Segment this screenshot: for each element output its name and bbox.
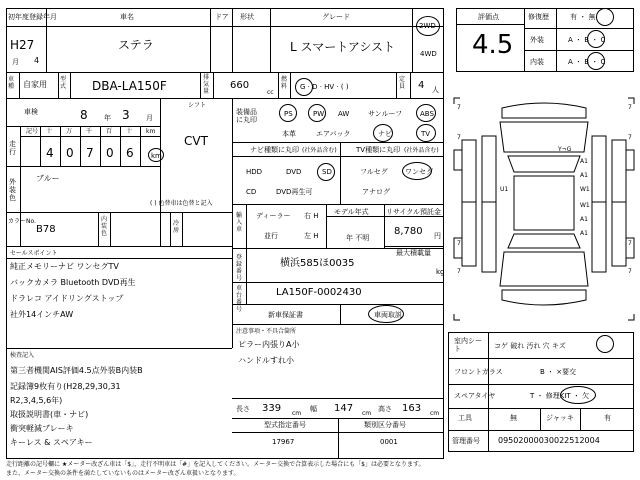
import-parallel: 並行: [264, 232, 278, 240]
diagram-label-4: 7: [628, 134, 632, 141]
color-code-label: カラーNo.: [8, 218, 36, 225]
grade-value: L スマートアシスト: [290, 40, 396, 54]
class-no-label: 類別区分番号: [364, 421, 406, 429]
inspection-month-unit: 月: [146, 114, 153, 122]
cc-unit: cc: [267, 89, 274, 96]
height-label: 高さ: [378, 405, 392, 413]
ac-label: 冷房: [173, 220, 180, 234]
reg-year: H27: [10, 38, 35, 52]
reg-month: 4: [34, 56, 40, 65]
footer-line-1: 走行距離の記号欄に ★メーター改ざん車は「$」、走行不明車は「#」を記入してください。メーター交換で合算表示した場合にも「$」は必要となります。: [6, 461, 425, 468]
equip-nav: ナビ: [378, 130, 392, 138]
sales-line-4: 社外14インチAW: [10, 310, 74, 319]
interior-color-label: 内装色: [101, 216, 108, 237]
mileage-label: 走行: [9, 140, 16, 156]
equip-ps-circle: [279, 104, 297, 122]
nav-sd-circle: [317, 163, 335, 181]
fuel-label: 燃料: [281, 76, 288, 90]
tv-analog: アナログ: [362, 188, 390, 196]
tv-type-label: TV種類に丸印: [356, 146, 401, 154]
door-label: ドア: [215, 13, 229, 21]
chassis-label: 車台番号: [236, 285, 243, 313]
equip-aw: AW: [338, 110, 350, 118]
equip-abs: ABS: [420, 110, 434, 118]
diagram-label-8: 7: [628, 268, 632, 275]
inspection-month: 3: [122, 108, 130, 122]
equip-nav-circle: [373, 124, 393, 142]
type-no-value: 17967: [272, 438, 295, 446]
spare-kit-circle: [560, 386, 596, 404]
inspector-label: 検査記入: [10, 352, 35, 359]
manual-circle: [368, 305, 404, 323]
diagram-label-13: W1: [580, 202, 590, 209]
int-b-circle: [587, 52, 605, 70]
height-unit: cm: [430, 410, 440, 417]
mileage-col-label: 千: [86, 128, 93, 135]
equip-pw: PW: [313, 110, 325, 118]
car-name: ステラ: [118, 38, 154, 52]
diagram-label-15: A1: [580, 230, 588, 237]
tv-oneseg-circle: [402, 162, 432, 180]
diagram-label-11: U1: [500, 186, 509, 193]
class-no-value: 0001: [380, 438, 398, 446]
degree-value: 有 ・ 無: [570, 13, 596, 21]
tools-label: 工具: [458, 414, 472, 422]
first-reg-label: 初年度登録年月: [8, 13, 57, 21]
exterior-color-value: ブルー: [36, 174, 60, 183]
equip-tv-circle: [416, 124, 436, 142]
import-dealer: ディーラー: [256, 212, 291, 220]
import-right: 右 H: [304, 212, 319, 220]
drive-4wd: 4WD: [420, 50, 437, 58]
nav-hdd: HDD: [246, 168, 263, 176]
drive-2wd: 2WD: [419, 22, 436, 30]
inspection-year: 8: [80, 108, 88, 122]
degree-label: 修復歴: [528, 13, 549, 21]
diagram-label-16: Y¬G: [558, 146, 572, 153]
length-unit: cm: [292, 410, 302, 417]
equip-sunroof: サンルーフ: [368, 110, 403, 118]
mgmt-value: 09502000030022512004: [498, 436, 600, 445]
color-code-value: B78: [36, 224, 56, 235]
plate-label: 登録番号: [236, 254, 243, 282]
nav-dvd: DVD: [286, 168, 302, 176]
recycle-label: リサイクル預託金: [386, 208, 442, 216]
nav-sd: SD: [322, 168, 332, 176]
inspector-line-4: 取扱説明書(車・ナビ): [10, 410, 89, 419]
car-name-label: 車名: [120, 13, 134, 21]
equipment-label: 装備品に丸印: [236, 108, 257, 124]
model-year-value: 年 不明: [346, 234, 370, 242]
shift-label: シフト: [188, 102, 207, 109]
diagram-label-9: A1: [580, 158, 588, 165]
diagram-label-10: A1: [580, 172, 588, 179]
mileage-km-circle: [148, 148, 164, 162]
equip-airbag: エアバック: [316, 130, 351, 138]
chassis-value: LA150F-0002430: [276, 287, 362, 298]
exterior-color-label: 外装色: [9, 178, 16, 202]
mileage-digit: 7: [86, 146, 94, 160]
capacity-label: 定員: [399, 76, 406, 90]
sales-line-3: ドラレコ アイドリングストップ: [10, 294, 124, 303]
vehicle-type-label: 車種: [8, 76, 15, 90]
notes-label: 注意事項・不具合箇所: [236, 328, 297, 335]
model-year-label: モデル年式: [334, 208, 369, 216]
length-label: 長さ: [236, 405, 250, 413]
nav-type-sub: (社外品含む): [302, 147, 337, 154]
seat-label: 室内シート: [454, 337, 482, 353]
mileage-digit: 0: [66, 146, 74, 160]
mileage-col-label: 十: [46, 128, 53, 135]
int-label: 内装: [530, 58, 544, 66]
mileage-digit: 6: [126, 146, 134, 160]
diagram-label-14: A1: [580, 216, 588, 223]
mileage-col-label: 万: [66, 128, 73, 135]
inspector-line-1: 第三者機関AIS評価4.5点外装B内装B: [10, 366, 143, 375]
seat-items: コゲ 破れ 汚れ 穴 キズ: [494, 342, 566, 350]
capacity-unit: 人: [432, 86, 439, 94]
max-load-unit: kg: [436, 268, 445, 276]
equip-tv: TV: [421, 130, 431, 138]
mileage-col-label: 記号: [26, 128, 39, 135]
equip-abs-circle: [416, 104, 436, 122]
max-load-label: 最大積載量: [396, 249, 431, 257]
mileage-digit: 4: [46, 146, 54, 160]
inspector-line-5: 衝突軽減ブレーキ: [10, 424, 74, 433]
tv-oneseg: ワンセグ: [405, 168, 433, 176]
nav-dvd-play: DVD再生可: [276, 188, 313, 196]
recycle-unit: 円: [434, 232, 441, 240]
width-unit: cm: [362, 410, 372, 417]
degree-none-circle: [596, 8, 614, 26]
type-no-label: 型式指定番号: [264, 421, 306, 429]
grade-label: グレード: [322, 13, 350, 21]
displacement-value: 660: [230, 80, 250, 91]
ext-b-circle: [587, 30, 605, 48]
diagram-label-3: 7: [457, 134, 461, 141]
import-label: 輸入車: [236, 212, 243, 233]
equip-ps: PS: [284, 110, 293, 118]
model-value: DBA-LA150F: [92, 79, 167, 93]
mileage-digit: 0: [106, 146, 114, 160]
tv-type-sub: (社外品含む): [404, 147, 439, 154]
score-label: 評価点: [478, 13, 499, 21]
spare-label: スペアタイヤ: [454, 392, 496, 400]
mileage-col-label: 十: [126, 128, 133, 135]
tv-fullseg: フルセグ: [360, 168, 388, 176]
inspection-label: 車検: [24, 108, 38, 116]
notes-line-2: ハンドルすれ小: [238, 356, 294, 365]
width-label: 幅: [310, 405, 317, 413]
inspection-year-unit: 年: [104, 114, 111, 122]
length-value: 339: [262, 403, 282, 414]
glass-items: B ・ ×要交: [540, 368, 577, 376]
seat-none-circle: [596, 335, 614, 353]
mileage-unit: km: [151, 152, 162, 160]
sales-line-2: バックカメラ Bluetooth DVD再生: [10, 278, 136, 287]
diagram-label-12: W1: [580, 186, 590, 193]
ext-grades: A ・ B ・ C: [568, 36, 606, 44]
jack-value: 有: [604, 414, 611, 422]
manual: 車両取説: [374, 311, 402, 319]
mgmt-label: 管理番号: [452, 437, 480, 445]
width-value: 147: [334, 403, 354, 414]
notes-line-1: ピラー内張りA小: [238, 340, 300, 349]
diagram-label-6: 7: [628, 240, 632, 247]
ext-label: 外装: [530, 36, 544, 44]
diagram-label-5: 7: [457, 240, 461, 247]
nav-cd: CD: [246, 188, 257, 196]
int-grades: A ・ B ・ C: [568, 58, 606, 66]
score-value: 4.5: [472, 30, 514, 60]
jack-label: ジャッキ: [546, 414, 574, 422]
nav-type-label: ナビ種類に丸印: [250, 146, 299, 154]
plate-value: 横浜585ほ0035: [280, 258, 355, 269]
sales-line-1: 純正メモリーナビ ワンセグTV: [10, 262, 119, 271]
displacement-label: 排気量: [203, 74, 210, 95]
shape-label: 形状: [240, 13, 254, 21]
import-left: 左 H: [304, 232, 319, 240]
color-change-note: ( ) 色替車は色替と記入: [150, 200, 213, 207]
shift-value: CVT: [184, 134, 208, 148]
mileage-col-label: 百: [106, 128, 113, 135]
inspector-line-6: キーレス & スペアキー: [10, 438, 93, 447]
recycle-value: 8,780: [394, 226, 423, 237]
mileage-col-label: km: [146, 128, 156, 135]
car-damage-diagram: [452, 96, 636, 322]
use-value: 自家用: [23, 80, 47, 89]
model-label: 型式: [60, 76, 67, 90]
warranty: 新車保証書: [268, 311, 303, 319]
height-value: 163: [402, 403, 422, 414]
fuel-value: G · D · HV · ( ): [300, 83, 349, 91]
reg-month-unit: 月: [12, 58, 19, 66]
diagram-label-1: 7: [457, 104, 461, 111]
diagram-label-7: 7: [457, 268, 461, 275]
equip-leather: 本革: [282, 130, 296, 138]
glass-label: フロントガラス: [454, 368, 503, 376]
capacity-value: 4: [418, 80, 425, 91]
spare-items: T ・ 修理KIT ・ 欠: [530, 392, 590, 400]
tools-value: 無: [510, 414, 517, 422]
sales-points-label: セールスポイント: [10, 250, 58, 257]
footer-line-2: また、メーター交換の条件を満たしていないものはメーター改ざん車扱いとなります。: [6, 470, 240, 477]
diagram-label-2: 7: [628, 104, 632, 111]
equip-pw-circle: [308, 104, 326, 122]
inspector-line-2: 記録簿9枚有り(H28,29,30,31: [10, 382, 121, 391]
inspector-line-3: R2,3,4,5,6年): [10, 396, 63, 405]
